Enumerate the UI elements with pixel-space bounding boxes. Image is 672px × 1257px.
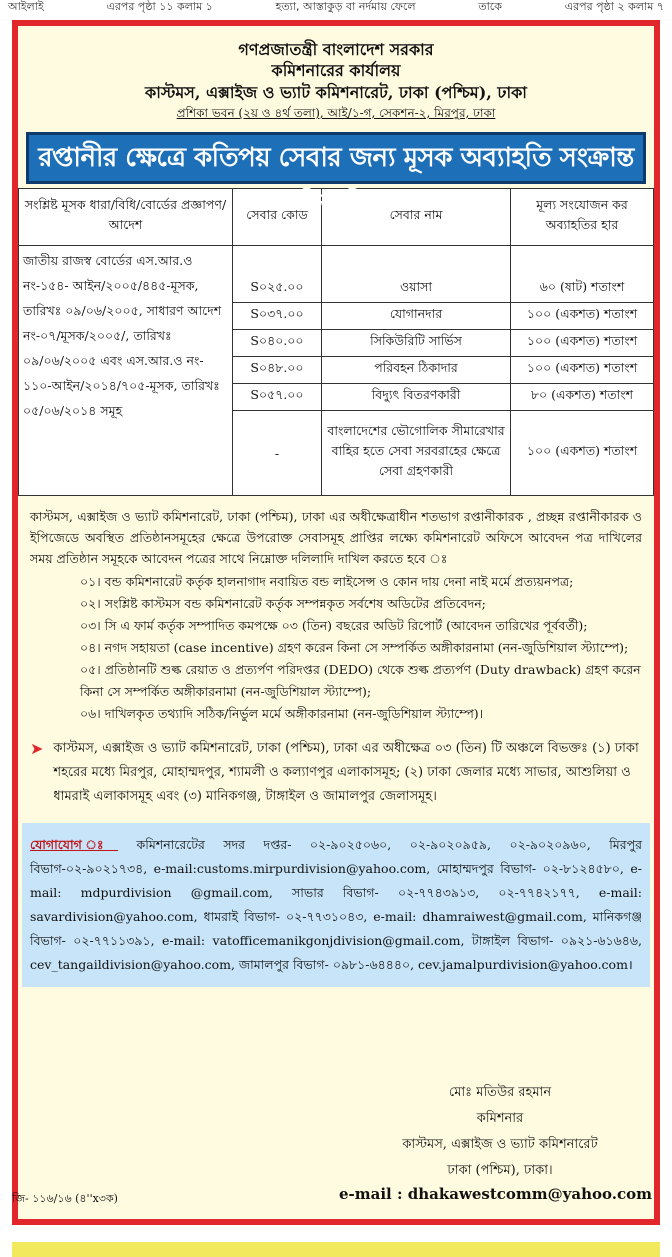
topline-item: তাকে [478, 0, 502, 13]
service-name: পরিবহন ঠিকাদার [322, 357, 511, 384]
col-header-reference: সংশ্লিষ্ট মূসক ধারা/বিধি/বোর্ডের প্রজ্ঞাপণ/আদেশ [19, 189, 233, 246]
service-code: S০৪৮.০০ [233, 357, 322, 384]
col-header-code: সেবার কোড [233, 189, 322, 246]
list-item: ০৫। প্রতিষ্ঠানটি শুল্ক রেয়াত ও প্রত্যর্পণ পরিদপ্তর (DEDO) থেকে শুল্ক প্রত্যর্পণ (Duty drawback) গ্রহণ করেন কিনা সে সম্পর্কিত অঙ্গীকারনামা (নন-জুডিশিয়াল স্ট্যাম্পে); [80, 662, 641, 699]
service-rate: ১০০ (একশত) শতাংশ [511, 330, 654, 357]
table-row [19, 246, 654, 277]
service-name: বাংলাদেশের ভৌগোলিক সীমারেখার বাহির হতে সেবা সরবরাহের ক্ষেত্রে সেবা গ্রহণকারী [322, 411, 511, 496]
newspaper-topline [0, 0, 672, 14]
topline-item: এরপর পৃষ্ঠা ২ কলাম ৭ [564, 0, 664, 13]
service-code: - [233, 411, 322, 496]
service-code: S০৪০.০০ [233, 330, 322, 357]
service-code: S০২৫.০০ [233, 276, 322, 303]
reference-cell: জাতীয় রাজস্ব বোর্ডের এস.আর.ও নং-১৫৪- আইন/২০০৫/৪৪৫-মূসক, তারিখঃ ০৯/০৬/২০০৫, সাধারণ আদেশ নং-০৭/মূসক/২০০৫/, তারিখঃ ০৯/০৬/২০০৫ এবং এস.আর.ও নং- ১১০-আইন/২০১৪/৭০৫-মূসক, তারিখঃ ০৫/০৬/২০১৪ সমূহ [19, 246, 233, 496]
services-table [18, 188, 654, 496]
notice-banner: রপ্তানীর ক্ষেত্রে কতিপয় সেবার জন্য মূসক অব্যাহতি সংক্রান্ত বিজ্ঞপ্তি [26, 132, 646, 184]
notice-frame [12, 20, 660, 1225]
service-name: সিকিউরিটি সার্ভিস [322, 330, 511, 357]
service-rate: ৮০ (একশত) শতাংশ [511, 384, 654, 411]
signatory-name: মোঃ মতিউর রহমান [448, 1085, 552, 1100]
jurisdiction-paragraph [18, 725, 654, 809]
signatory-place: ঢাকা (পশ্চিম), ঢাকা। [447, 1163, 553, 1178]
col-header-rate: মূল্য সংযোজন কর অব্যাহতির হার [511, 189, 654, 246]
list-item: ০৬। দাখিলকৃত তথ্যাদি সঠিক/নির্ভুল মর্মে অঙ্গীকারনামা (নন-জুডিশিয়াল স্ট্যাম্পে)। [80, 706, 484, 721]
ad-code: জি- ১১৬/১৬ (৪''x৩ক) [12, 1192, 118, 1205]
service-name: যোগানদার [322, 303, 511, 330]
signature-email: e-mail : dhakawestcomm@yahoo.com [339, 1185, 652, 1203]
signature-block [380, 1080, 620, 1184]
topline-item: হত্যা, আস্তাকুড় বা নর্দমায় ফেলে [275, 0, 416, 13]
topline-item: এরপর পৃষ্ঠা ১১ কলাম ১ [106, 0, 213, 13]
service-name: ওয়াসা [322, 276, 511, 303]
service-rate: ১০০ (একশত) শতাংশ [511, 411, 654, 496]
bottom-strip [12, 1242, 660, 1257]
service-rate: ১০০ (একশত) শতাংশ [511, 357, 654, 384]
contact-label: যোগাযোগ ঃ [30, 837, 119, 852]
signatory-title: কমিশনার [476, 1111, 524, 1126]
service-code: S০৩৭.০০ [233, 303, 322, 330]
contact-text: কমিশনারেটের সদর দপ্তর- ০২-৯০২৫০৬০, ০২-৯০২০৯৫৯, ০২-৯০২০৯৬০, মিরপুর বিভাগ-০২-৯০২১৭৩৪, e-mail:customs.mirpurdivision@yahoo.com, মোহাম্মদপুর বিভাগ- ০২-৮১২৪৫৮০, e-mail: mdpurdivision @gmail.com, সাভার বিভাগ- ০২-৭৭৪৩৯১৩, ০২-৭৭৪২১৭৭, e-mail: savardivision@yahoo.com, ধামরাই বিভাগ- ০২-৭৭৩১০৪৩, e-mail: dhamraiwest@gmail.com, মানিকগঞ্জ বিভাগ- ০২-৭৭১১৩৯১, e-mail: vatofficemanikgonjdivision@gmail.com, টাঙ্গাইল বিভাগ- ০৯২১-৬১৬৪৬, cev_tangaildivision@yahoo.com, জামালপুর বিভাগ- ০৯৮১-৬৪৪৪০, cev.jamalpurdivision@yahoo.com। [30, 837, 642, 972]
signatory-office: কাস্টমস, এক্সাইজ ও ভ্যাট কমিশনারেট [402, 1137, 598, 1152]
govt-title: গণপ্রজাতন্ত্রী বাংলাদেশ সরকার [238, 40, 434, 59]
contact-box [22, 823, 650, 987]
notice-header [18, 26, 654, 122]
service-name: বিদ্যুৎ বিতরণকারী [322, 384, 511, 411]
office-title: কমিশনারের কার্যালয় [271, 61, 401, 80]
service-rate: ৬০ (ষাট) শতাংশ [511, 276, 654, 303]
jurisdiction-text: কাস্টমস, এক্সাইজ ও ভ্যাট কমিশনারেট, ঢাকা (পশ্চিম), ঢাকা এর অধীক্ষেত্র ০৩ (তিন) টি অঞ্চলে বিভক্তঃ (১) ঢাকা শহরের মধ্যে মিরপুর, মোহাম্মদপুর, শ্যামলী ও কল্যাণপুর এলাকাসমূহ; (২) ঢাকা জেলার মধ্যে সাভার, আশুলিয়া ও ধামরাই এলাকাসমূহ এবং (৩) মানিকগঞ্জ, টাঙ্গাইল ও জামালপুর জেলাসমূহ। [53, 741, 639, 804]
office-address: প্রশিকা ভবন (২য় ও ৪র্থ তলা), আই/১-গ, সেকশন-২, মিরপুর, ঢাকা [176, 106, 496, 120]
service-rate: ১০০ (একশত) শতাংশ [511, 303, 654, 330]
list-item: ০২। সংশ্লিষ্ট কাস্টমস বন্ড কমিশনারেট কর্তৃক সম্পন্নকৃত সর্বশেষ অডিটের প্রতিবেদন; [80, 596, 486, 611]
col-header-name: সেবার নাম [322, 189, 511, 246]
arrow-bullet-icon: ➤ [30, 739, 44, 758]
intro-paragraph: কাস্টমস, এক্সাইজ ও ভ্যাট কমিশনারেট, ঢাকা (পশ্চিম), ঢাকা এর অধীক্ষেত্রাধীন শতভাগ রপ্তানীকারক , প্রচ্ছন্ন রপ্তানীকারক ও ইপিজেডে অবস্থিত প্রতিষ্ঠানসমূহের ক্ষেত্রে উপরোক্ত সেবাসমূহ প্রাপ্তির লক্ষ্যে কমিশনারেট অফিসে আবেদন পত্র দাখিলের সময় প্রতিষ্ঠান সমূহকে আবেদন পত্রের সাথে নিম্নোক্ত দলিলাদি দাখিল করতে হবে ঃ [30, 509, 642, 566]
documents-list [80, 571, 654, 725]
commissionerate-title: কাস্টমস, এক্সাইজ ও ভ্যাট কমিশনারেট, ঢাকা (পশ্চিম), ঢাকা [145, 83, 527, 102]
service-code: S০৫৭.০০ [233, 384, 322, 411]
topline-item: আইলাই [8, 0, 44, 13]
list-item: ০৪। নগদ সহায়তা (case incentive) গ্রহণ করেন কিনা সে সম্পর্কিত অঙ্গীকারনামা (নন-জুডিশিয়াল স্ট্যাম্পে); [80, 640, 629, 655]
list-item: ০৩। সি এ ফার্ম কর্তৃক সম্পাদিত কমপক্ষে ০৩ (তিন) বছরের অডিট রিপোর্ট (আবেদন তারিখের পূর্ববর্তী); [80, 618, 588, 633]
list-item: ০১। বন্ড কমিশনারেট কর্তৃক হালনাগাদ নবায়িত বন্ড লাইসেন্স ও কোন দায় দেনা নাই মর্মে প্রত্যয়নপত্র; [80, 574, 574, 589]
